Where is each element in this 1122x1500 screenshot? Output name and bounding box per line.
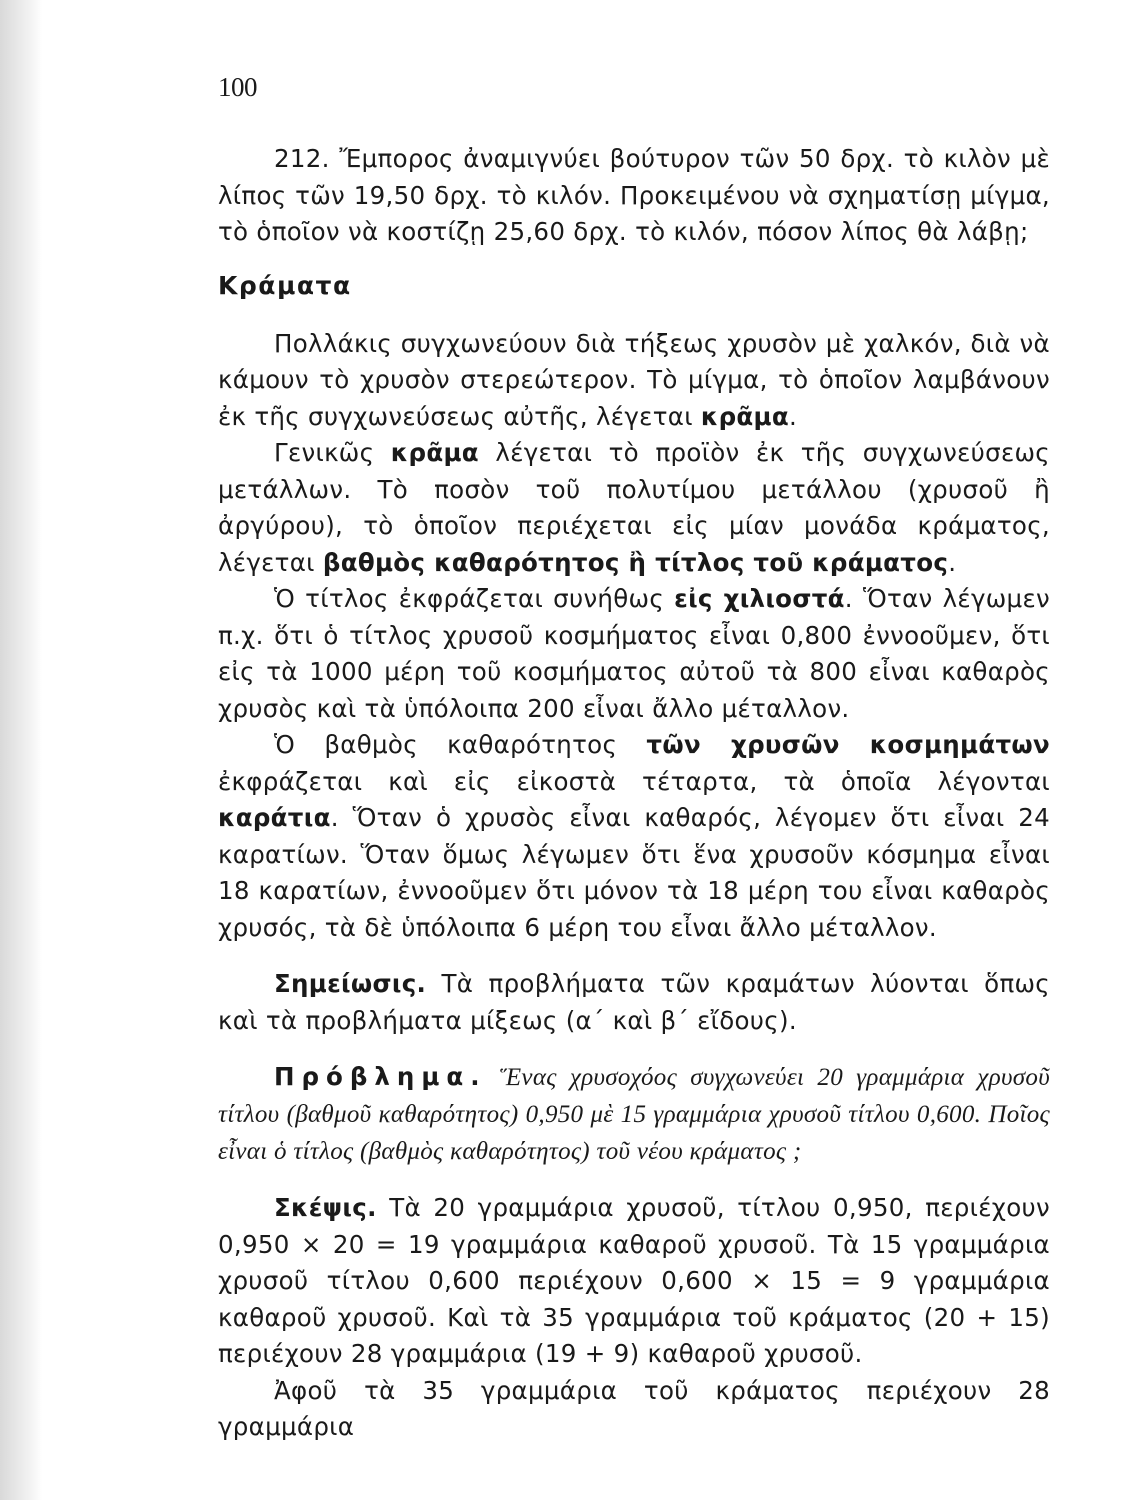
term-purity-degree: βαθμὸς καθαρότητος ἢ τίτλος τοῦ κράματος — [322, 547, 949, 577]
paragraph-carats: Ὁ βαθμὸς καθαρότητος τῶν χρυσῶν κοσμημάτων ἐκφράζεται καὶ εἰς εἰκοστὰ τέταρτα, τὰ ὁποῖα λέγονται καράτια. Ὅταν ὁ χρυσὸς εἶναι καθαρός, λέγομεν ὅτι εἶναι 24 καρατίων. Ὅταν ὅμως λέγωμεν ὅτι ἕνα χρυσοῦν κόσμημα εἶναι 18 καρατίων, ἐννοοῦμεν ὅτι μόνον τὰ 18 μέρη του εἶναι καθαρὸς χρυσός, τὰ δὲ ὑπόλοιπα 6 μέρη του εἶναι ἄλλο μέταλλον. — [218, 730, 1050, 942]
section-heading: Κράματα — [218, 270, 352, 300]
paragraph-purity-definition: Γενικῶς κρᾶμα λέγεται τὸ προϊὸν ἐκ τῆς συγχωνεύσεως μετάλλων. Τὸ ποσὸν τοῦ πολυτίμου μετάλλου (χρυσοῦ ἢ ἀργύρου), τὸ ὁποῖον περιέχεται εἰς μίαν μονάδα κράματος, λέγεται βαθμὸς καθαρότητος ἢ τίτλος τοῦ κράματος. — [218, 438, 1050, 577]
thought-paragraph — [218, 1190, 1050, 1373]
paragraph-title-thousandths: Ὁ τίτλος ἐκφράζεται συνήθως εἰς χιλιοστά. Ὅταν λέγωμεν π.χ. ὅτι ὁ τίτλος χρυσοῦ κοσμήματος εἶναι 0,800 ἐννοοῦμεν, ὅτι εἰς τὰ 1000 μέρη τοῦ κοσμήματος αὐτοῦ τὰ 800 εἶναι καθαρὸς χρυσὸς καὶ τὰ ὑπόλοιπα 200 εἶναι ἄλλο μέταλλον. — [218, 584, 1050, 723]
thought-label: Σκέψις. — [274, 1193, 377, 1222]
problem-label: Πρόβλημα. — [274, 1062, 487, 1091]
page-gutter-shadow — [0, 0, 42, 1500]
problem-text: Ἔμπορος ἀναμιγνύει βούτυρον τῶν 50 δρχ. τὸ κιλὸν μὲ λίπος τῶν 19,50 δρχ. τὸ κιλόν. Προκειμένου νὰ σχηματίσῃ μίγμα, τὸ ὁποῖον νὰ κοστίζῃ 25,60 δρχ. τὸ κιλόν, πόσον λίπος θὰ λάβῃ; — [218, 144, 1051, 246]
note-text: Τὰ προβλήματα τῶν κραμάτων λύονται ὅπως καὶ τὰ προβλήματα μίξεως (α΄ καὶ β΄ εἴδους). — [218, 969, 1050, 1035]
problem-number: 212. — [274, 144, 330, 173]
page-number: 100 — [218, 72, 257, 102]
problem-paragraph — [218, 1059, 1050, 1170]
term-kramma-2: κρᾶμα — [390, 438, 479, 467]
note-paragraph — [218, 966, 1050, 1039]
final-line: Ἀφοῦ τὰ 35 γραμμάρια τοῦ κράματος περιέχουν 28 γραμμάρια — [218, 1375, 1050, 1441]
book-page — [218, 72, 1050, 1446]
note-label: Σημείωσις. — [274, 969, 427, 998]
term-kramma: κρᾶμα — [700, 401, 790, 431]
problem-212 — [218, 141, 1050, 251]
term-gold-jewelry: τῶν χρυσῶν κοσμημάτων — [646, 730, 1050, 759]
paragraph-alloy-definition: Πολλάκις συγχωνεύουν διὰ τήξεως χρυσὸν μὲ χαλκόν, διὰ νὰ κάμουν τὸ χρυσὸν στερεώτερον. Τὸ μίγμα, τὸ ὁποῖον λαμβάνουν ἐκ τῆς συγχωνεύσεως αὐτῆς, λέγεται κρᾶμα. — [218, 328, 1050, 431]
term-carats: καράτια — [218, 803, 331, 832]
term-thousandths: εἰς χιλιοστά — [674, 584, 845, 613]
thought-text: Τὰ 20 γραμμάρια χρυσοῦ, τίτλου 0,950, περιέχουν 0,950 × 20 = 19 γραμμάρια καθαροῦ χρυσοῦ. Τὰ 15 γραμμάρια χρυσοῦ τίτλου 0,600 περιέχουν 0,600 × 15 = 9 γραμμάρια καθαροῦ χρυσοῦ. Καὶ τὰ 35 γραμμάρια τοῦ κράματος (20 + 15) περιέχουν 28 γραμμάρια (19 + 9) καθαροῦ χρυσοῦ. — [218, 1193, 1050, 1368]
problem-statement: Ἕνας χρυσοχόος συγχωνεύει 20 γραμμάρια χρυσοῦ τίτλου (βαθμοῦ καθαρότητος) 0,950 μὲ 15 γραμμάρια χρυσοῦ τίτλου 0,600. Ποῖος εἶναι ὁ τίτλος (βαθμὸς καθαρότητος) τοῦ νέου κράματος ; — [218, 1064, 1050, 1165]
